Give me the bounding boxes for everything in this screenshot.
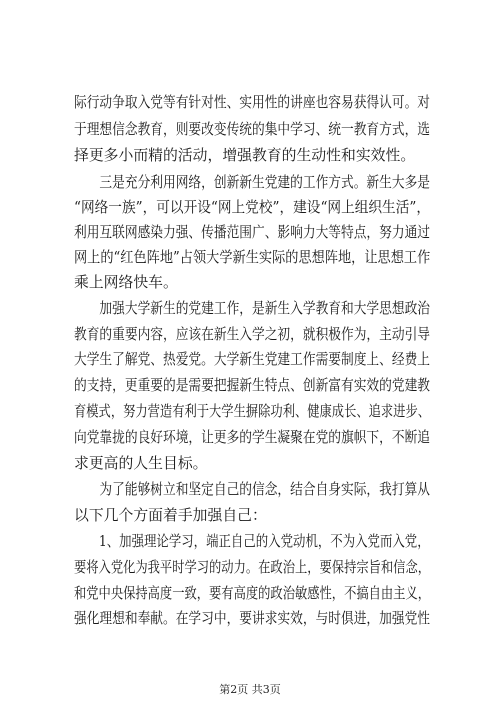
text-line: 加强大学新生的党建工作，是新生入学教育和大学思想政治 [74,299,431,317]
text-line: 大学生了解党、热爱党。大学新生党建工作需要制度上、经费上 [74,350,431,368]
text-line: “网络一族”，可以开设“网上党校”，建设“网上组织生活”， [74,198,431,216]
text-line: 强化理想和奉献。在学习中，要讲求实效，与时俱进，加强党性 [74,609,431,627]
text-line: 择更多小而精的活动，增强教育的生动性和实效性。 [74,146,416,164]
text-line: 向党靠拢的良好环境，让更多的学生凝聚在党的旗帜下，不断追 [74,428,431,446]
text-line: 以下几个方面着手加强自己： [74,506,267,524]
text-line: 育模式，努力营造有利于大学生摒除功利、健康成长、追求进步、 [74,402,431,420]
text-line: 要将入党化为我平时学习的动力。在政治上，要保持宗旨和信念， [74,558,431,576]
text-line: 网上的“红色阵地”占领大学新生实际的思想阵地，让思想工作 [74,248,431,266]
text-line: 求更高的人生目标。 [74,454,208,472]
text-line: 于理想信念教育，则要改变传统的集中学习、统一教育方式，选 [74,120,431,138]
text-line: 三是充分利用网络，创新新生党建的工作方式。新生大多是 [74,173,431,191]
text-line: 乘上网络快车。 [74,273,178,291]
text-line: 利用互联网感染力强、传播范围广、影响力大等特点，努力通过 [74,223,431,241]
text-line: 为了能够树立和坚定自己的信念，结合自身实际，我打算从 [74,480,431,498]
text-line: 教育的重要内容，应该在新生入学之初，就积极作为，主动引导 [74,325,431,343]
text-line: 和党中央保持高度一致，要有高度的政治敏感性，不搞自由主义， [74,584,431,602]
text-line: 际行动争取入党等有针对性、实用性的讲座也容易获得认可。对 [74,93,431,111]
text-line: 的支持，更重要的是需要把握新生特点、创新富有实效的党建教 [74,376,431,394]
text-line: 1、加强理论学习，端正自己的入党动机，不为入党而入党， [74,532,430,550]
page-footer: 第2页 共3页 [219,683,281,696]
